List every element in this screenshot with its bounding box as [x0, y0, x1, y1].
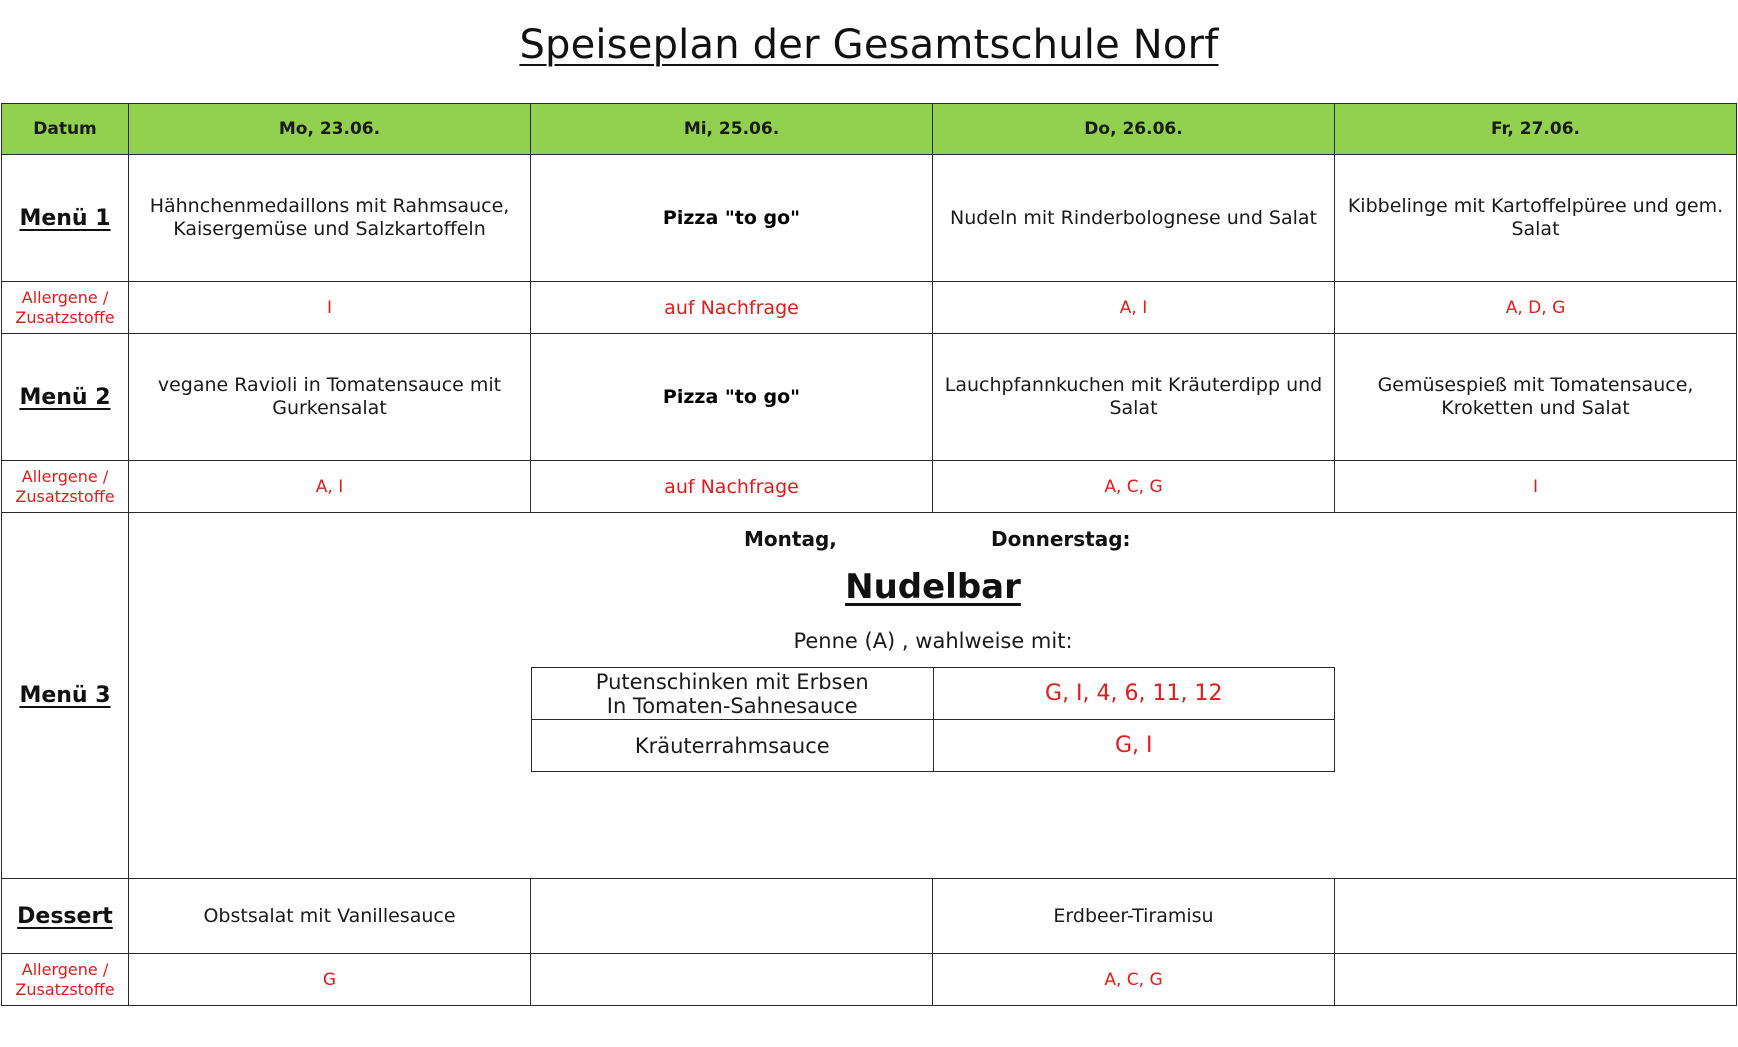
menu1-dish-wednesday: Pizza "to go": [531, 155, 933, 282]
dessert-allergens-label: [2, 954, 129, 1006]
menu2-allergens-row: [2, 461, 1737, 513]
menu2-dish-monday: vegane Ravioli in Tomatensauce mit Gurkensalat: [129, 334, 531, 461]
header-row: [2, 104, 1737, 155]
menu3-title: Nudelbar: [845, 567, 1021, 607]
menu1-label-text: Menü 1: [19, 205, 111, 231]
dessert-allergens-friday: [1335, 954, 1737, 1006]
menu2-allergens-label: [2, 461, 129, 513]
menu3-option-row: [532, 668, 1335, 720]
menu3-option-sauce-line2: In Tomaten-Sahnesauce: [606, 693, 858, 718]
allergens-label-line2: Zusatzstoffe: [15, 979, 115, 999]
menu2-allergens-monday: A, I: [129, 461, 531, 513]
menu1-dish-thursday: Nudeln mit Rinderbolognese und Salat: [933, 155, 1335, 282]
menu2-allergens-wednesday: auf Nachfrage: [531, 461, 933, 513]
menu2-label-text: Menü 2: [19, 384, 111, 410]
dessert-dish-thursday: Erdbeer-Tiramisu: [933, 879, 1335, 954]
menu2-dish-friday: Gemüsespieß mit Tomatensauce, Kroketten und Salat: [1335, 334, 1737, 461]
header-date-label: Datum: [2, 104, 129, 155]
menu2-allergens-thursday: A, C, G: [933, 461, 1335, 513]
dessert-dish-friday: [1335, 879, 1737, 954]
dessert-dish-wednesday: [531, 879, 933, 954]
menu2-row: [2, 334, 1737, 461]
menu3-row: [2, 513, 1737, 879]
menu3-subtitle: Penne (A) , wahlweise mit:: [793, 629, 1073, 653]
menu1-allergens-wednesday: auf Nachfrage: [531, 282, 933, 334]
header-day-friday: Fr, 27.06.: [1335, 104, 1737, 155]
menu1-dish-friday: Kibbelinge mit Kartoffelpüree und gem. Salat: [1335, 155, 1737, 282]
menu3-label-text: Menü 3: [19, 683, 111, 708]
dessert-allergens-thursday: A, C, G: [933, 954, 1335, 1006]
allergens-label-line2: Zusatzstoffe: [15, 486, 115, 506]
menu3-day-thursday: Donnerstag:: [991, 527, 1131, 551]
menu3-option-sauce-line1: Kräuterrahmsauce: [634, 733, 830, 758]
menu3-option-sauce: [532, 720, 934, 772]
menu3-option-row: [532, 720, 1335, 772]
menu1-allergens-label: [2, 282, 129, 334]
menu1-allergens-thursday: A, I: [933, 282, 1335, 334]
menu2-dish-thursday: Lauchpfannkuchen mit Kräuterdipp und Salat: [933, 334, 1335, 461]
menu3-option-allergens: G, I, 4, 6, 11, 12: [933, 668, 1335, 720]
menu1-allergens-row: [2, 282, 1737, 334]
menu3-day-monday: Montag,: [744, 527, 837, 551]
dessert-label: [2, 879, 129, 954]
menu1-dish-monday: Hähnchenmedaillons mit Rahmsauce, Kaisergemüse und Salzkartoffeln: [129, 155, 531, 282]
dessert-dish-monday: Obstsalat mit Vanillesauce: [129, 879, 531, 954]
allergens-label-line2: Zusatzstoffe: [15, 307, 115, 327]
menu1-allergens-monday: I: [129, 282, 531, 334]
menu1-row: [2, 155, 1737, 282]
dessert-allergens-wednesday: [531, 954, 933, 1006]
menu2-label: [2, 334, 129, 461]
menu3-wrapper: [129, 513, 1736, 878]
dessert-row: [2, 879, 1737, 954]
menu-table: [1, 103, 1737, 1006]
menu1-label: [2, 155, 129, 282]
allergens-label-line1: Allergene /: [21, 466, 109, 486]
menu2-dish-wednesday: Pizza "to go": [531, 334, 933, 461]
menu3-label: [2, 513, 129, 879]
allergens-label-line1: Allergene /: [21, 287, 109, 307]
dessert-allergens-row: [2, 954, 1737, 1006]
header-day-monday: Mo, 23.06.: [129, 104, 531, 155]
header-day-wednesday: Mi, 25.06.: [531, 104, 933, 155]
menu1-allergens-friday: A, D, G: [1335, 282, 1737, 334]
menu3-content: [129, 513, 1737, 879]
menu3-option-sauce-line1: Putenschinken mit Erbsen: [595, 669, 869, 694]
menu3-options-table: [531, 667, 1335, 772]
menu2-allergens-friday: I: [1335, 461, 1737, 513]
dessert-label-text: Dessert: [17, 903, 113, 929]
allergens-label-line1: Allergene /: [21, 959, 109, 979]
menu3-option-allergens: G, I: [933, 720, 1335, 772]
dessert-allergens-monday: G: [129, 954, 531, 1006]
header-day-thursday: Do, 26.06.: [933, 104, 1335, 155]
menu3-option-sauce: [532, 668, 934, 720]
page-title: Speiseplan der Gesamtschule Norf: [519, 22, 1219, 68]
